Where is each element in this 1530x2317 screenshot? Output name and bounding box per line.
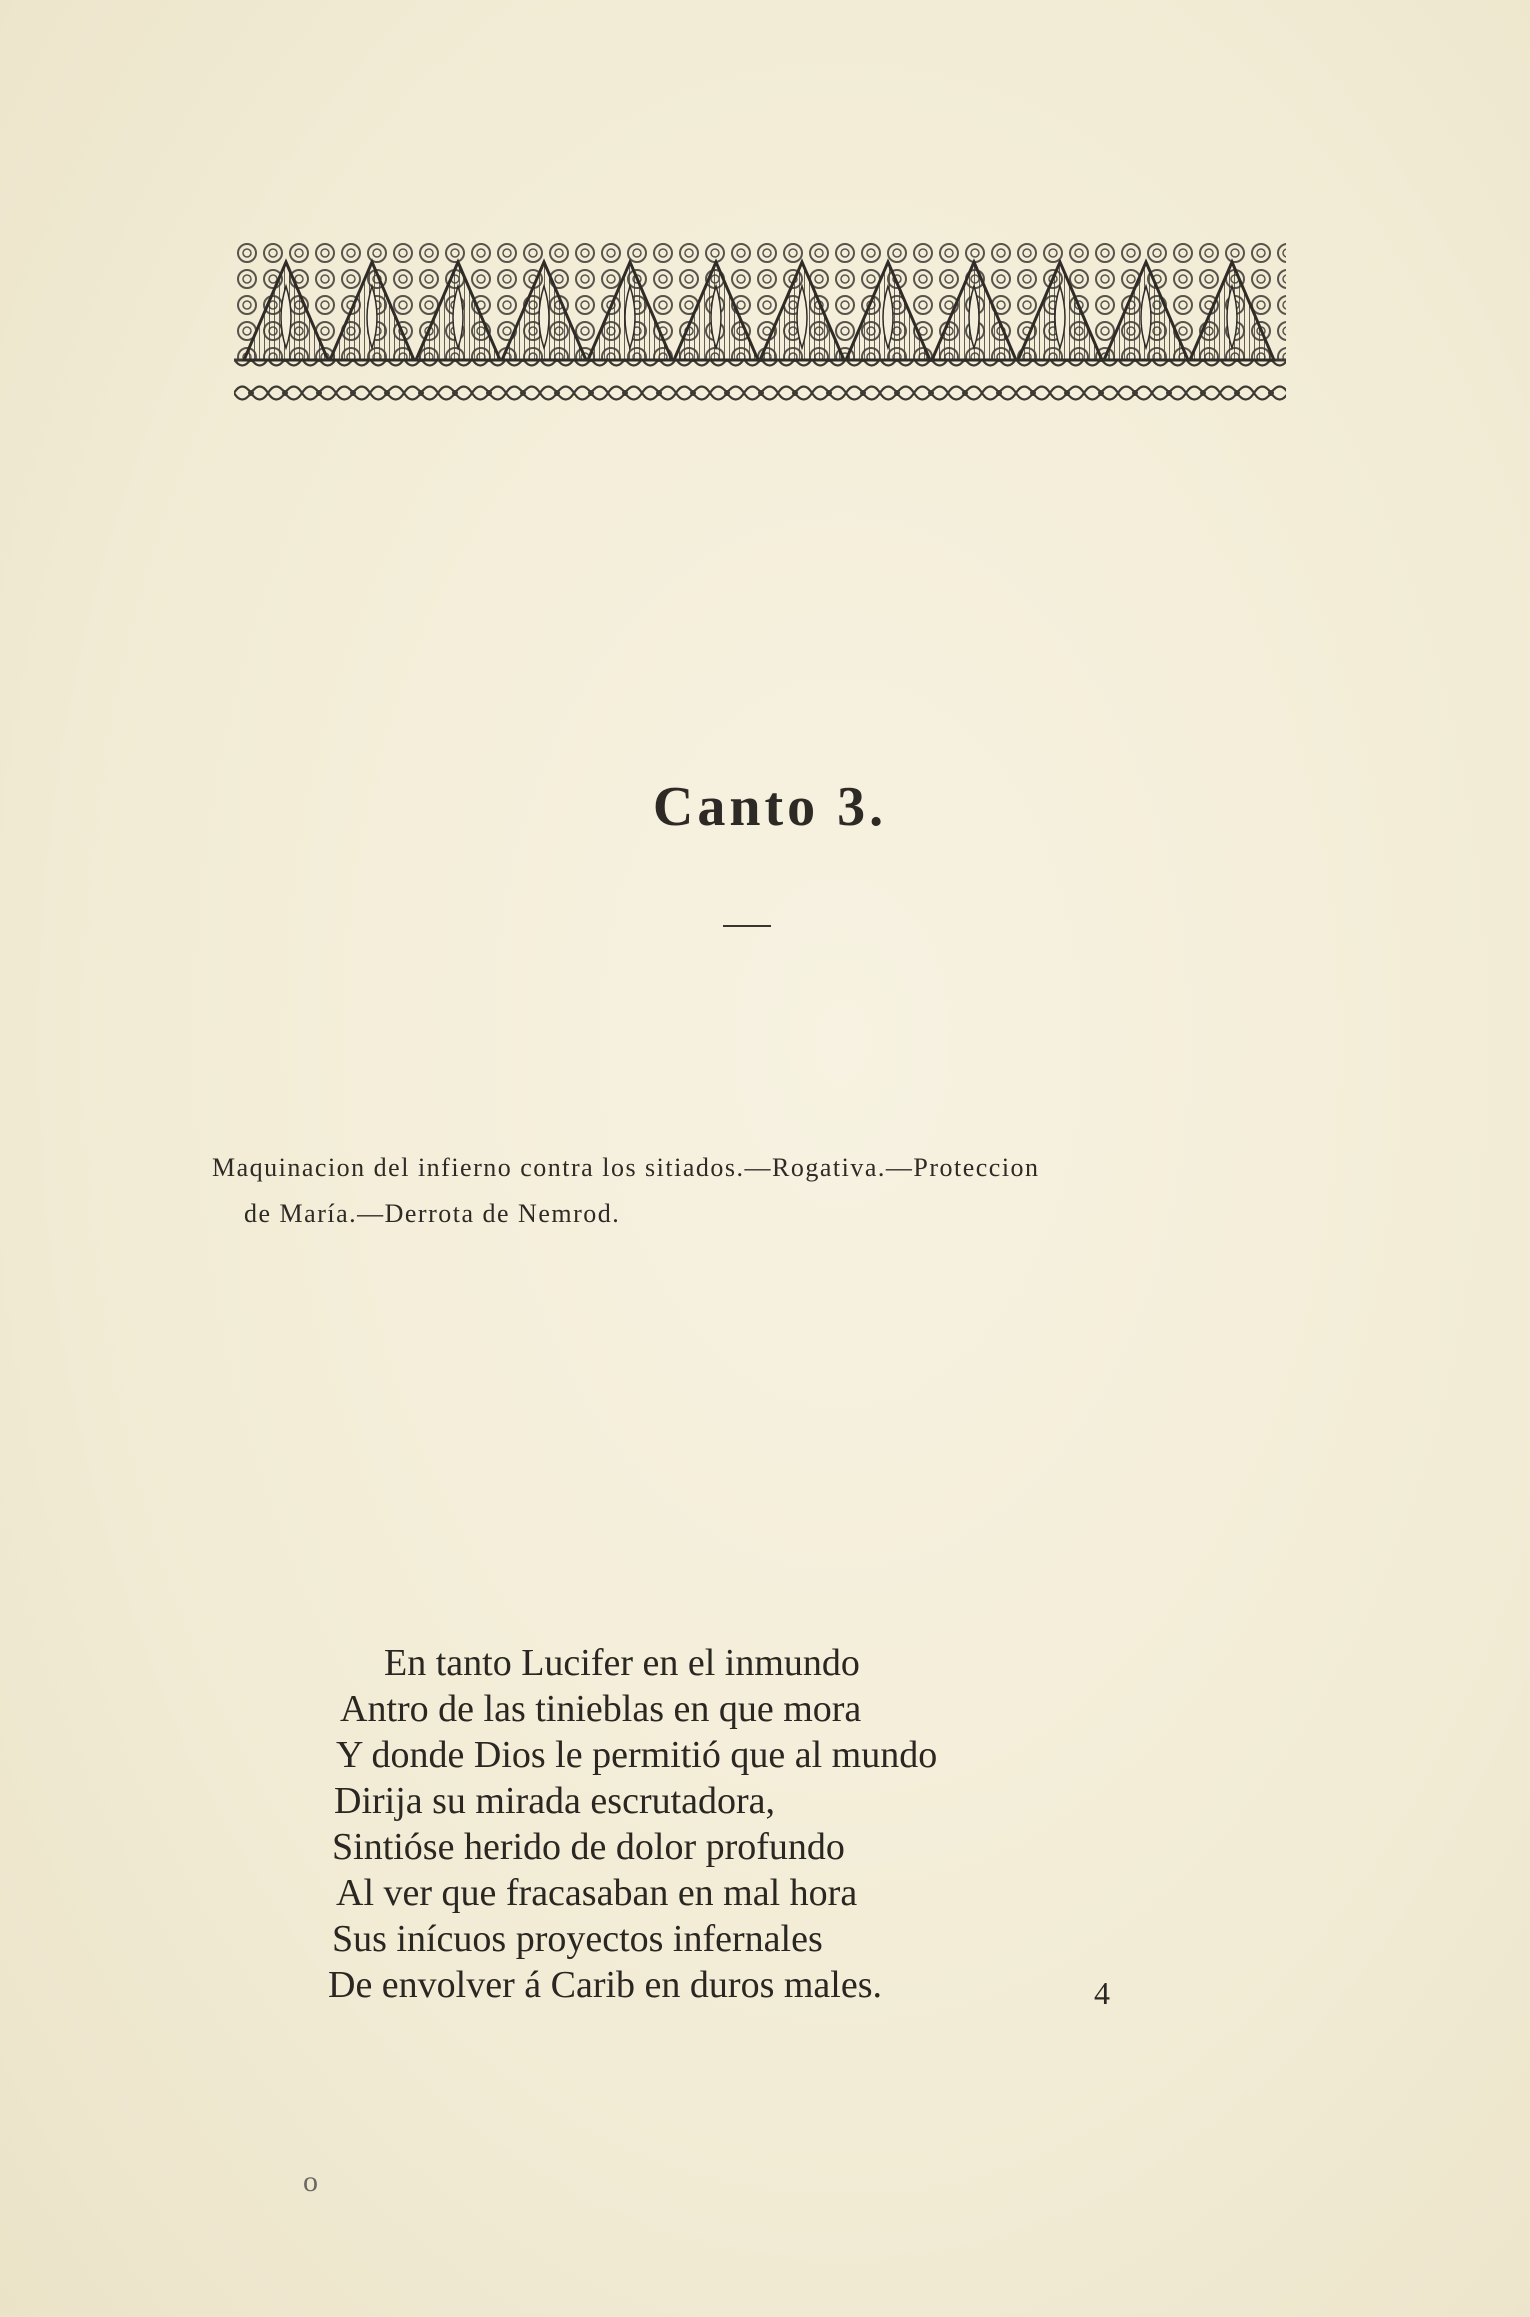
- verse-line: En tanto Lucifer en el inmundo: [384, 1642, 860, 1684]
- verse-line: Sus inícuos proyectos infernales: [332, 1918, 823, 1960]
- verse-line: Dirija su mirada escrutadora,: [334, 1780, 776, 1822]
- verse-line: Y donde Dios le permitió que al mundo: [336, 1734, 938, 1776]
- verse-line: Antro de las tinieblas en que mora: [340, 1688, 862, 1730]
- bleed-through-texture: [420, 420, 428, 454]
- signature-mark: o: [303, 2165, 318, 2198]
- verse-line: Sintióse herido de dolor profundo: [332, 1826, 845, 1868]
- ornament-band-icon: [234, 240, 1286, 412]
- summary-line-1: Maquinacion del infierno contra los sitiados.—Rogativa.—Proteccion: [212, 1153, 1040, 1182]
- page-number: 4: [1094, 1975, 1110, 2011]
- verse-line: Al ver que fracasaban en mal hora: [336, 1872, 858, 1914]
- title-rule: [723, 925, 771, 927]
- summary-line-2: de María.—Derrota de Nemrod.: [244, 1199, 621, 1228]
- verse-line: De envolver á Carib en duros males.: [328, 1964, 882, 2006]
- canto-title: [560, 775, 980, 845]
- verse-stanza: [328, 1640, 1188, 2008]
- canto-title-text: Canto 3.: [652, 776, 888, 838]
- canto-summary: [212, 1145, 1272, 1237]
